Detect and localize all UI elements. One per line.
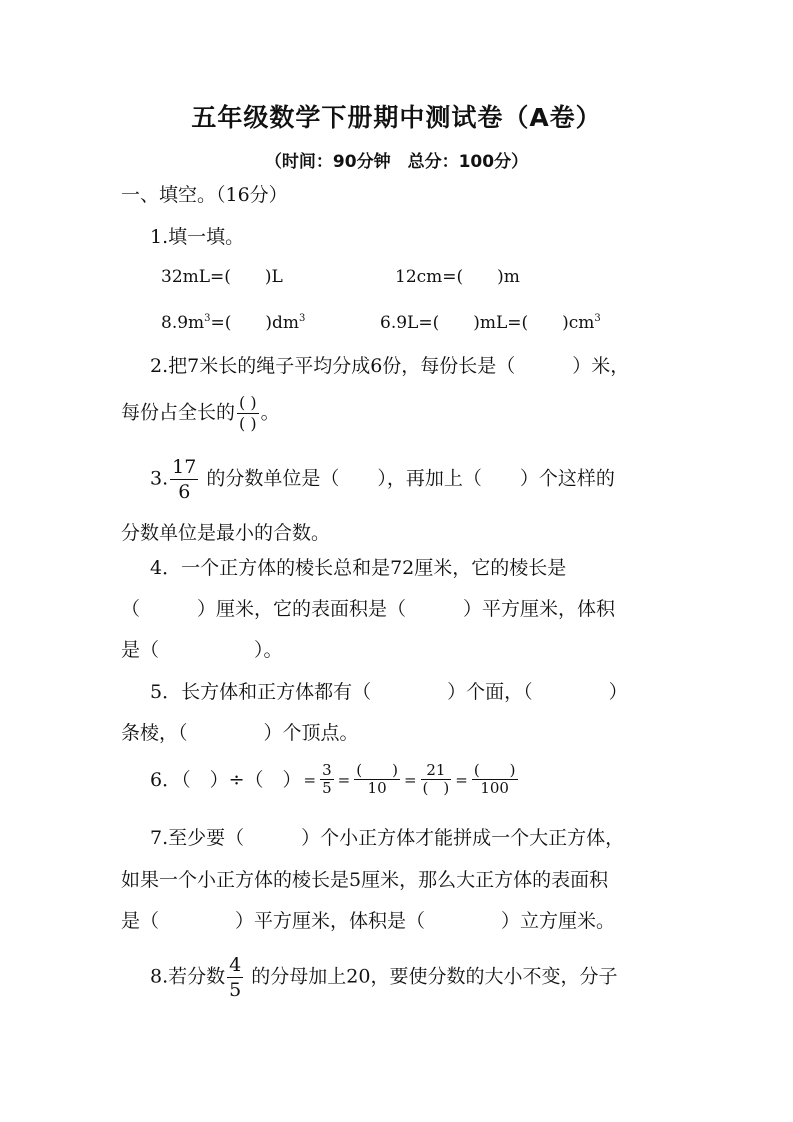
question-1-item-d (380, 307, 601, 335)
page-title: 五年级数学下册期中测试卷（A卷） (191, 103, 602, 132)
question-8-line-1 (150, 953, 617, 1002)
question-6-fraction-1 (320, 762, 334, 797)
question-4-line-1: 4．一个正方体的棱长总和是72厘米，它的棱长是 (150, 557, 567, 579)
question-5-line-1: 5．长方体和正方体都有（ ）个面，（ ） (150, 681, 628, 703)
question-3-line-1 (150, 455, 615, 504)
exponent: 3 (299, 313, 306, 324)
equals-sign: = (455, 770, 468, 789)
equals-sign: = (303, 770, 317, 789)
question-4-line-3: 是（ ）。 (121, 639, 283, 661)
question-6-fraction-4 (472, 762, 518, 797)
question-6-fraction-3 (421, 762, 452, 797)
question-2-line-1: 2.把7米长的绳子平均分成6份，每份长是（ ）米， (150, 355, 630, 377)
question-6-prefix: 6．（ ）÷（ ） (150, 768, 302, 791)
question-3-number: 3. (150, 467, 169, 490)
question-2-line-2-pre: 每份占全长的 (121, 401, 236, 424)
question-8-fraction (227, 953, 243, 1002)
question-1-item-b: 12cm=( )m (395, 267, 520, 287)
equals-sign: = (337, 770, 351, 789)
question-3-line-2: 分数单位是最小的合数。 (121, 522, 331, 544)
question-2-line-2 (121, 393, 280, 434)
section-heading: 一、填空。（16分） (121, 184, 288, 206)
fraction-denominator: 10 (367, 779, 387, 797)
question-3-line-1-rest: 的分数单位是（ ），再加上（ ）个这样的 (200, 467, 615, 490)
equals-sign: = (403, 770, 417, 789)
question-1-item-a: 32mL=( )L (161, 267, 283, 287)
question-8-rest: 的分母加上20，要使分数的大小不变，分子 (245, 965, 618, 988)
fraction-numerator: ( ) (473, 761, 516, 779)
exponent: 3 (204, 313, 211, 324)
fraction-denominator: 5 (322, 779, 332, 797)
question-4-line-2: （ ）厘米，它的表面积是（ ）平方厘米，体积 (121, 598, 616, 620)
fraction-numerator: 3 (322, 761, 332, 779)
question-1-item-c-pre: 8.9m (161, 313, 205, 333)
fraction-numerator: ( ) (356, 761, 398, 779)
question-5-line-2: 条棱，（ ）个顶点。 (121, 722, 359, 744)
question-7-line-2: 如果一个小正方体的棱长是5厘米，那么大正方体的表面积 (121, 869, 609, 891)
question-2-fraction (237, 393, 259, 434)
question-7-line-1: 7.至少要（ ）个小正方体才能拼成一个大正方体， (150, 827, 625, 849)
fraction-denominator: 6 (178, 481, 191, 503)
question-1-label: 1.填一填。 (150, 226, 245, 248)
question-6 (150, 762, 520, 797)
fraction-denominator: ( ) (239, 414, 257, 433)
fraction-numerator: 17 (172, 456, 197, 478)
question-2-line-2-post: 。 (260, 401, 280, 424)
fraction-numerator: 21 (426, 761, 446, 779)
fraction-numerator: 4 (229, 954, 242, 976)
fraction-denominator: ( ) (422, 779, 450, 797)
question-6-fraction-2 (354, 762, 400, 797)
fraction-denominator: 100 (480, 779, 509, 797)
fraction-denominator: 5 (229, 979, 242, 1001)
question-1-item-c (161, 307, 305, 335)
question-1-item-c-mid: =( )dm (210, 313, 300, 333)
question-8-prefix: 8.若分数 (150, 965, 226, 988)
question-3-fraction (170, 455, 198, 504)
fraction-numerator: ( ) (239, 393, 257, 412)
question-1-item-d-text: 6.9L=( )mL=( )cm (380, 313, 595, 333)
exam-info: （时间：90分钟 总分：100分） (264, 152, 529, 172)
question-7-line-3: 是（ ）平方厘米，体积是（ ）立方厘米。 (121, 910, 616, 932)
exponent: 3 (594, 313, 601, 324)
